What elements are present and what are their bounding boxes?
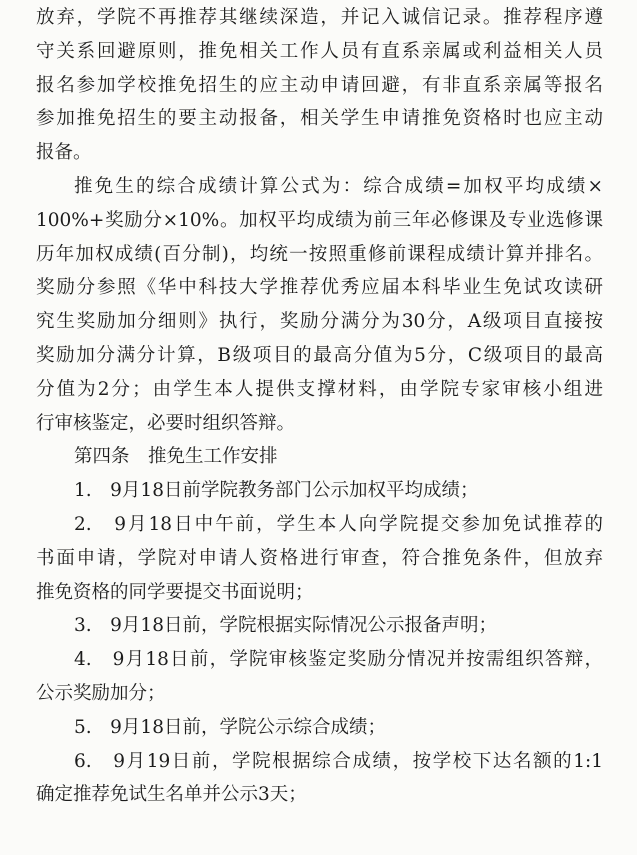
paragraph-line: 推免生的综合成绩计算公式为：综合成绩=加权平均成绩× <box>74 176 603 197</box>
paragraph-line: 守关系回避原则，推免相关工作人员有直系亲属或利益相关人员 <box>36 40 603 62</box>
paragraph-line: 行审核鉴定，必要时组织答辩。 <box>36 412 296 434</box>
list-item: 2. 9月18日中午前，学生本人向学院提交参加免试推荐的 <box>74 514 603 535</box>
paragraph-line: 奖励加分满分计算，B级项目的最高分值为5分，C级项目的最高 <box>36 345 603 366</box>
list-item: 4. 9月18日前，学院审核鉴定奖励分情况并按需组织答辩， <box>74 649 603 671</box>
list-item: 6. 9月19日前，学院根据综合成绩，按学校下达名额的1:1 <box>74 750 603 772</box>
article-heading: 第四条 推免生工作安排 <box>74 446 278 468</box>
paragraph-line: 参加推免招生的要主动报备，相关学生申请推免资格时也应主动 <box>36 108 603 130</box>
paragraph-line: 分值为2分；由学生本人提供支撑材料，由学院专家审核小组进 <box>36 378 603 400</box>
paragraph-line: 100%+奖励分×10%。加权平均成绩为前三年必修课及专业选修课 <box>36 209 603 231</box>
paragraph-line: 报名参加学校推免招生的应主动申请回避，有非直系亲属等报名 <box>36 74 603 96</box>
paragraph-line: 历年加权成绩(百分制)，均统一按照重修前课程成绩计算并排名。 <box>36 243 603 265</box>
paragraph-line: 奖励分参照《华中科技大学推荐优秀应届本科毕业生免试攻读研 <box>36 277 603 299</box>
list-item: 1. 9月18日前学院教务部门公示加权平均成绩； <box>74 480 479 502</box>
list-item: 3. 9月18日前，学院根据实际情况公示报备声明； <box>74 615 497 637</box>
paragraph-line: 报备。 <box>36 142 92 164</box>
list-item-continuation: 书面申请，学院对申请人资格进行审查，符合推免条件，但放弃 <box>36 547 603 569</box>
list-item-continuation: 确定推荐免试生名单并公示3天； <box>36 784 307 806</box>
list-item: 5. 9月18日前，学院公示综合成绩； <box>74 716 386 738</box>
paragraph-line: 究生奖励加分细则》执行，奖励分满分为30分，A级项目直接按 <box>36 311 603 333</box>
paragraph-line: 放弃，学院不再推荐其继续深造，并记入诚信记录。推荐程序遵 <box>36 7 603 28</box>
list-item-continuation: 公示奖励加分； <box>36 683 166 704</box>
list-item-continuation: 推免资格的同学要提交书面说明； <box>36 581 314 603</box>
